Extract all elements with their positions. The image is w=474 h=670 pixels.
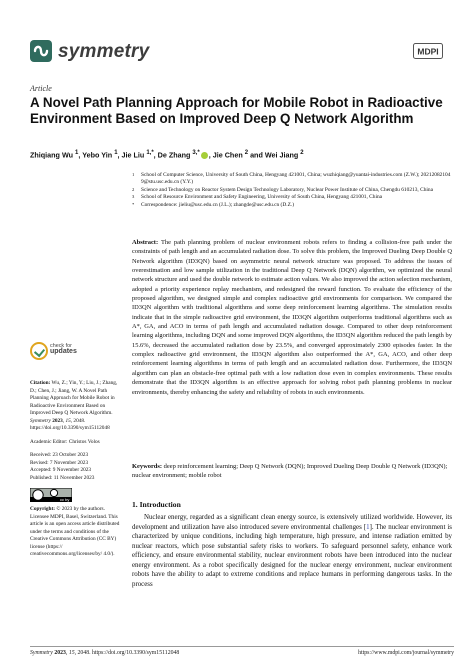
author-and: and [250,150,263,160]
citation-link[interactable]: 1 [366,523,370,531]
journal-name: symmetry [58,41,150,62]
symmetry-logo-icon [30,40,52,62]
keywords [132,462,452,481]
affiliations [132,172,457,209]
mdpi-logo-text: MDPI [417,46,439,57]
footer-journal-link[interactable]: https://www.mdpi.com/journal/symmetry [358,650,454,656]
author-name[interactable]: Jie Liu [121,150,145,160]
check-updates-icon [30,342,48,360]
keywords-label: Keywords: [132,463,163,470]
abstract-text: The path planning problem of nuclear environment robots refers to finding a collision-free path under the constraints of path length and an accumulated radiation dose. To solve this problem, the Improved Dueling Deep Double Q Network algorithm (ID3QN) based on asymmetric neural network structure was proposed. To address the issues of overestimation and low sample utilization in the traditional Deep Q Network (DQN) algorithm, we optimized the neural network structure and used the double network to estimate action values. We also improved the action selection mechanism, adopted a priority experience replay mechanism, and redesigned the reward function. To evaluate the efficiency of the proposed algorithm, we designed simple and complex radioactive grid environments for comparison. We compared the ID3QN algorithm with traditional algorithms and some deep reinforcement learning algorithms. The simulation results indicate that in the simple radioactive grid environment, the ID3QN algorithm outperforms traditional algorithms such as A*, GA, and ACO in terms of path length and accumulated radiation dosage. Compared to other deep reinforcement learning algorithms, including DQN and some improved DQN algorithms, the ID3QN algorithm reduced the path length by 15.6%, decreased the accumulated radiation dose by 23.5%, and converged approximately 2300 episodes faster. In the complex radioactive grid environment, the ID3QN algorithm also outperformed the A*, GA, ACO, and other deep reinforcement learning algorithms in terms of path length and an accumulated radiation dose. Furthermore, the ID3QN algorithm can plan an obstacle-free optimal path with a low radiation dose even in complex environments. These results demonstrate that the ID3QN algorithm is an effective approach for solving robot path planning problems in nuclear environments, thereby enhancing the safety and reliability of robots in such environments. [132,239,452,396]
author-name[interactable]: De Zhang [157,150,191,160]
cc-by-license-icon[interactable] [30,488,72,502]
author-name[interactable]: Zhiqiang Wu [30,150,73,160]
section-heading: 1. Introduction [132,500,181,509]
article-type: Article [30,84,52,93]
affiliation-item: 2 Science and Technology on Reactor System Design Technology Laboratory, Nuclear Power Institute of China, Chengdu 610213, China [132,186,433,193]
citation-block: Citation: Wu, Z.; Yin, Y.; Liu, J.; Zhang, D.; Chen, J.; Jiang, W. A Novel Path Planning Approach for Mobile Robot in Radioactive Environment Based on Improved Deep Q Network Algorithm. Symmetry 2023, 15, 2048. https://doi.org/10.3390/sym15112048 [30,380,118,431]
author-name[interactable]: Wei Jiang [264,150,299,160]
author-affil: 1 [75,150,79,156]
affiliation-item: 3 School of Resource Environment and Safety Engineering, University of South China, Hengyang 421001, China [132,194,383,201]
affiliation-item: 1 School of Computer Science, University of South China, Hengyang 421001, China; wuzhiqiang@yuantai-industries.com (Z.W.); 20212082104​9@stu.usc.edu.cn (Y.Y.) [132,172,451,186]
author-affil: 1 [114,150,118,156]
footer-citation: Symmetry 2023, 15, 2048. https://doi.org/10.3390/sym15112048 [30,650,180,656]
author-affil: 3,* [192,150,200,156]
author-affil: 2 [300,150,304,156]
footer-divider [30,646,454,647]
keywords-text: deep reinforcement learning; Deep Q Network (DQN); Improved Dueling Deep Double Q Network (ID3QN); nuclear environment; mobile robot [132,463,448,480]
orcid-icon[interactable] [201,152,208,159]
academic-editor: Academic Editor: Christos Volos [30,438,100,445]
author-affil: 1,* [146,150,154,156]
paper-title: A Novel Path Planning Approach for Mobile Robot in Radioactive Environment Based on Improved Deep Q Network Algorithm [30,95,443,126]
correspondence: * Correspondence: jieliu@usc.edu.cn (J.L.); zhangde@usc.edu.cn (D.Z.) [132,201,295,208]
abstract-label: Abstract: [132,239,159,246]
intro-paragraph: Nuclear energy, regarded as a significant clean energy source, is extensively utilized worldwide. However, its development and utilization have also introduced severe environmental challenges [1]. The nuclear environment is characterized by unique conditions, including high temperature, high pressure, and intense radiation emitted by nuclear reactors, which pose substantial safety risks to workers. To safeguard personnel safety, enhance work efficiency, and ensure environmental stability, nuclear environment robots have been introduced into the nuclear energy environment. As a robot specifically designed for the nuclear energy environment, nuclear environment robots have the ability to adapt to extreme conditions and replace humans in performing dangerous tasks. In the process [132,514,452,588]
check-for-updates-button[interactable]: check for updates [30,340,80,370]
dates-block: Received: 23 October 2023 Revised: 7 November 2023 Accepted: 9 November 2023 Published: 11 November 2023 [30,452,95,481]
copyright-block: Copyright: © 2023 by the authors. Licensee MDPI, Basel, Switzerland. This article is an open access article distributed under the terms and conditions of the Creative Commons Attribution (CC BY) license (https:// creativecommons.org/licenses/by/ 4.0/). [30,506,120,557]
cc-badge-text: cc by [60,497,70,502]
mdpi-logo-icon [413,43,443,59]
author-list: Zhiqiang Wu $^1$, Yebo Yin $^1$, Jie Liu $^{1,*}$, De Zhang $^{3,*}$ , Jie Chen $^2$ and Wei Jiang $^2$ [30,150,304,160]
article-sidebar [30,380,122,565]
author-name[interactable]: Yebo Yin [82,150,113,160]
author-affil: 2 [244,150,249,156]
author-name[interactable]: Jie Chen [212,150,243,160]
abstract [132,238,452,397]
